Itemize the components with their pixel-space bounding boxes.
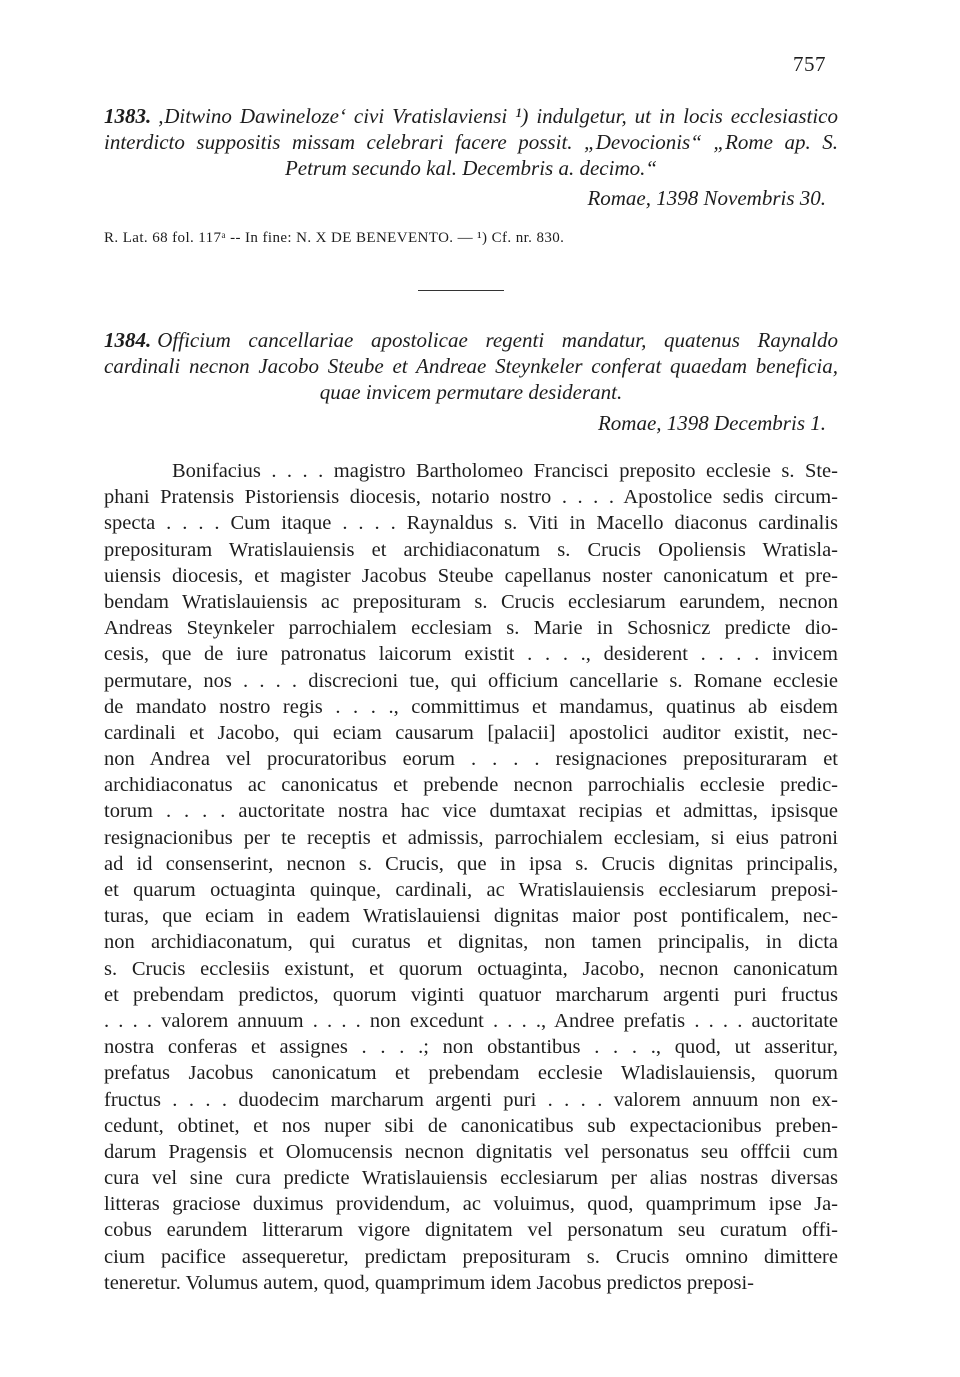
body-line: torum . . . . auctoritate nostra hac vice dumtaxat recipias et admittas, ipsisque xyxy=(104,800,838,823)
entry-1383-summary xyxy=(104,103,838,181)
body-line: cardinali et Jacobo, qui eciam causarum [palacii] apostolici auditor existit, nec- xyxy=(104,721,838,744)
body-line: . . . . valorem annuum . . . . non excedunt . . . ., Andree prefatis . . . . auctoritate xyxy=(104,1009,838,1032)
body-line: teneretur. Volumus autem, quod, quamprimum idem Jacobus predictos preposi- xyxy=(104,1271,755,1294)
body-line: fructus . . . . duodecim marcharum argenti puri . . . . valorem annuum non ex- xyxy=(104,1088,838,1111)
entry-1384-body-text xyxy=(104,458,838,1296)
entry-1383-number: 1383. xyxy=(104,104,152,128)
body-line: de mandato nostro regis . . . ., committimus et mandamus, quatinus ab eisdem xyxy=(104,695,838,718)
entry-1384-summary xyxy=(104,327,838,405)
section-divider xyxy=(418,290,504,291)
body-line: turas, que eciam in eadem Wratislauiensi dignitas maior post pontificalem, nec- xyxy=(104,905,838,928)
entry-1384-summary-line-2: cardinali necnon Jacobo Steube et Andreae Steynkeler conferat quaedam beneficia, xyxy=(104,354,838,378)
page-number: 757 xyxy=(793,52,826,76)
body-line: Andreas Steynkeler parrochialem ecclesiam s. Marie in Schosnicz predicte dio- xyxy=(104,617,838,640)
entry-1383-summary-line-1: 1383. ‚Ditwino Dawineloze‘ civi Vratislaviensi ¹) indulgetur, ut in locis ecclesiastico xyxy=(104,104,838,128)
body-line: uiensis diocesis, et magister Jacobus Steube capellanus noster canonicatum et pre- xyxy=(104,564,838,587)
body-line: specta . . . . Cum itaque . . . . Raynaldus s. Viti in Macello diaconus cardinalis xyxy=(104,512,838,535)
body-line: cura vel sine cura predicte Wratislauiensis ecclesiarum per alias nostras diversas xyxy=(104,1167,838,1190)
body-line: bendam Wratislauiensis ac preposituram s. Crucis ecclesiarum earundem, necnon xyxy=(104,590,838,613)
body-line: et quarum octuaginta quinque, cardinali, ac Wratislauiensis ecclesiarum preposi- xyxy=(104,879,838,901)
body-line: darum Pragensis et Olomucensis necnon dignitatis vel personatus seu offfcii cum xyxy=(104,1140,838,1163)
entry-1384-summary-line-3: quae invicem permutare desiderant. xyxy=(319,380,623,404)
entry-1384-date: Romae, 1398 Decembris 1. xyxy=(597,411,826,435)
body-line: cium pacifice assequeretur, predictam preposituram s. Crucis omnino dimittere xyxy=(104,1245,838,1268)
body-line: cedunt, obtinet, et nos nuper sibi de canonicatibus sub expectacionibus preben- xyxy=(104,1114,838,1137)
entry-1383-summary-line-2: interdicto suppositis missam celebrari facere possit. „Devocionis“ „Rome ap. S. xyxy=(104,130,838,154)
entry-1383-summary-line-3: Petrum secundo kal. Decembris a. decimo.“ xyxy=(284,156,658,180)
body-line: s. Crucis ecclesiis existunt, et quorum octuaginta, Jacobo, necnon canonicatum xyxy=(104,957,838,980)
body-line: Bonifacius . . . . magistro Bartholomeo Francisci preposito ecclesie s. Ste- xyxy=(172,460,838,482)
body-line: cesis, que de iure patronatus laicorum existit . . . ., desiderent . . . . invicem xyxy=(104,643,838,666)
body-line: et prebendam predictos, quorum viginti quatuor marcharum argenti puri fructus xyxy=(104,983,838,1006)
body-line: prefatus Jacobus canonicatum et prebendam ecclesie Wladislauiensis, quorum xyxy=(104,1062,838,1085)
body-line: nostra conferas et assignes . . . .; non obstantibus . . . ., quod, ut asseritur, xyxy=(104,1036,838,1059)
entry-1383-date: Romae, 1398 Novembris 30. xyxy=(587,186,826,210)
body-line: non archidiaconatum, qui curatus et dignitas, non tamen principalis, in dicta xyxy=(104,931,838,954)
entry-1383-source-note: R. Lat. 68 fol. 117ᵃ -- In fine: N. X DE BENEVENTO. — ¹) Cf. nr. 830. xyxy=(104,230,565,246)
body-line: cobus earundem litterarum vigore dignitatem vel personatum seu curatum offi- xyxy=(104,1219,838,1242)
entry-1384-summary-line-1: 1384. Officium cancellariae apostolicae regenti mandatur, quatenus Raynaldo xyxy=(104,328,838,352)
body-line: phani Pratensis Pistoriensis diocesis, notario nostro . . . . Apostolice sedis circum- xyxy=(104,486,838,509)
entry-1384-number: 1384. xyxy=(104,328,152,352)
body-line: non Andrea vel procuratoribus eorum . . . . resignaciones preposituraram et xyxy=(104,748,838,771)
body-line: archidiaconatus ac canonicatus et prebende necnon parrochialis ecclesie predic- xyxy=(104,774,838,797)
body-line: ad id consenserint, necnon s. Crucis, que in ipsa s. Crucis dignitas principalis, xyxy=(104,852,838,875)
body-line: preposituram Wratislauiensis et archidiaconatum s. Crucis Opoliensis Wratisla- xyxy=(104,538,838,561)
body-line: permutare, nos . . . . discrecioni tue, qui officium cancellarie s. Romane ecclesie xyxy=(104,669,838,692)
body-line: litteras graciose duximus providendum, ac voluimus, quod, quamprimum ipse Ja- xyxy=(104,1193,838,1216)
body-line: resignacionibus per te receptis et admissis, parrochialem ecclesiam, si eius patroni xyxy=(104,826,838,849)
